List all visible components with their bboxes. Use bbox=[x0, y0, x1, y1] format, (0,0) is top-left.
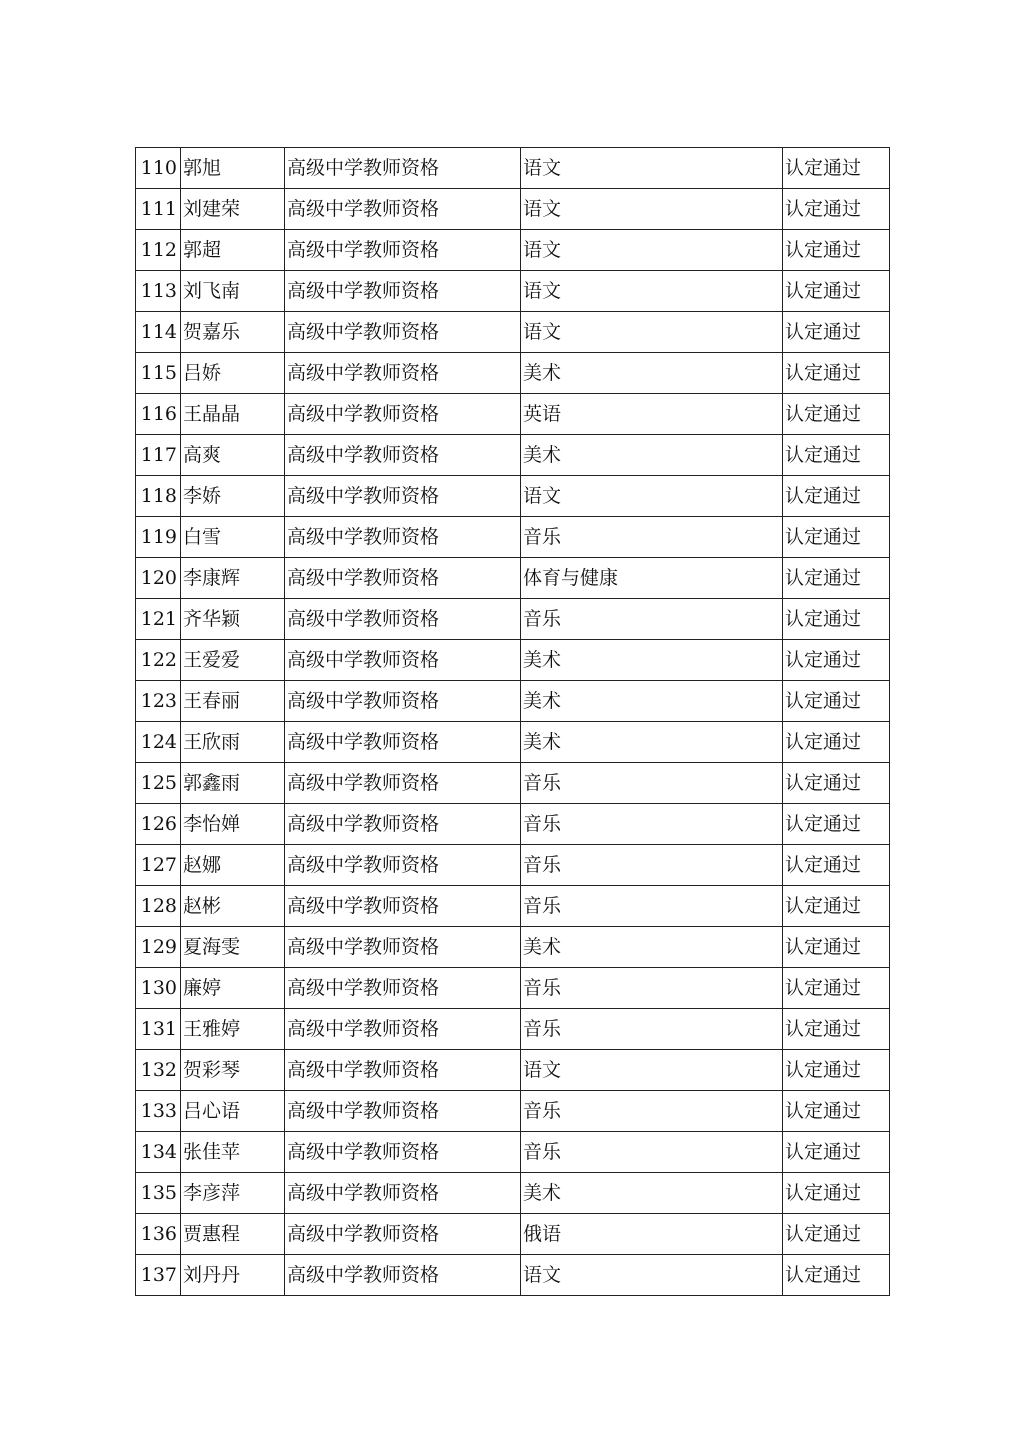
table-row bbox=[136, 804, 890, 845]
table-row bbox=[136, 722, 890, 763]
row-number-cell: 130 bbox=[136, 968, 181, 1009]
qualification-type-cell: 高级中学教师资格 bbox=[285, 353, 521, 394]
qualification-type-cell: 高级中学教师资格 bbox=[285, 517, 521, 558]
result-status-cell: 认定通过 bbox=[783, 640, 890, 681]
result-status-cell: 认定通过 bbox=[783, 394, 890, 435]
table-row bbox=[136, 312, 890, 353]
subject-cell: 美术 bbox=[521, 722, 783, 763]
result-status-cell: 认定通过 bbox=[783, 189, 890, 230]
result-status-cell: 认定通过 bbox=[783, 312, 890, 353]
table-row bbox=[136, 845, 890, 886]
table-row bbox=[136, 271, 890, 312]
person-name-cell: 刘丹丹 bbox=[181, 1255, 285, 1296]
table-row bbox=[136, 148, 890, 189]
table-row bbox=[136, 763, 890, 804]
subject-cell: 音乐 bbox=[521, 886, 783, 927]
row-number-cell: 127 bbox=[136, 845, 181, 886]
table-row bbox=[136, 1255, 890, 1296]
result-status-cell: 认定通过 bbox=[783, 1173, 890, 1214]
qualification-type-cell: 高级中学教师资格 bbox=[285, 804, 521, 845]
person-name-cell: 吕心语 bbox=[181, 1091, 285, 1132]
row-number-cell: 111 bbox=[136, 189, 181, 230]
result-status-cell: 认定通过 bbox=[783, 1091, 890, 1132]
row-number-cell: 114 bbox=[136, 312, 181, 353]
qualification-type-cell: 高级中学教师资格 bbox=[285, 722, 521, 763]
row-number-cell: 125 bbox=[136, 763, 181, 804]
result-status-cell: 认定通过 bbox=[783, 476, 890, 517]
result-status-cell: 认定通过 bbox=[783, 1132, 890, 1173]
result-status-cell: 认定通过 bbox=[783, 435, 890, 476]
result-status-cell: 认定通过 bbox=[783, 517, 890, 558]
row-number-cell: 134 bbox=[136, 1132, 181, 1173]
qualification-type-cell: 高级中学教师资格 bbox=[285, 189, 521, 230]
result-status-cell: 认定通过 bbox=[783, 148, 890, 189]
qualification-type-cell: 高级中学教师资格 bbox=[285, 558, 521, 599]
qualification-type-cell: 高级中学教师资格 bbox=[285, 435, 521, 476]
subject-cell: 语文 bbox=[521, 312, 783, 353]
row-number-cell: 131 bbox=[136, 1009, 181, 1050]
table-row bbox=[136, 1173, 890, 1214]
person-name-cell: 夏海雯 bbox=[181, 927, 285, 968]
table-row bbox=[136, 1214, 890, 1255]
table-row bbox=[136, 189, 890, 230]
person-name-cell: 郭超 bbox=[181, 230, 285, 271]
qualification-type-cell: 高级中学教师资格 bbox=[285, 845, 521, 886]
person-name-cell: 李彦萍 bbox=[181, 1173, 285, 1214]
table-row bbox=[136, 599, 890, 640]
qualification-type-cell: 高级中学教师资格 bbox=[285, 148, 521, 189]
table-body bbox=[136, 148, 890, 1296]
row-number-cell: 133 bbox=[136, 1091, 181, 1132]
row-number-cell: 117 bbox=[136, 435, 181, 476]
subject-cell: 音乐 bbox=[521, 1009, 783, 1050]
table-row bbox=[136, 230, 890, 271]
table-row bbox=[136, 681, 890, 722]
row-number-cell: 116 bbox=[136, 394, 181, 435]
row-number-cell: 136 bbox=[136, 1214, 181, 1255]
subject-cell: 音乐 bbox=[521, 845, 783, 886]
qualification-type-cell: 高级中学教师资格 bbox=[285, 763, 521, 804]
row-number-cell: 119 bbox=[136, 517, 181, 558]
subject-cell: 美术 bbox=[521, 640, 783, 681]
subject-cell: 音乐 bbox=[521, 599, 783, 640]
subject-cell: 语文 bbox=[521, 230, 783, 271]
result-status-cell: 认定通过 bbox=[783, 804, 890, 845]
result-status-cell: 认定通过 bbox=[783, 558, 890, 599]
qualification-type-cell: 高级中学教师资格 bbox=[285, 1173, 521, 1214]
table-row bbox=[136, 517, 890, 558]
row-number-cell: 112 bbox=[136, 230, 181, 271]
person-name-cell: 贾惠程 bbox=[181, 1214, 285, 1255]
person-name-cell: 贺嘉乐 bbox=[181, 312, 285, 353]
row-number-cell: 115 bbox=[136, 353, 181, 394]
result-status-cell: 认定通过 bbox=[783, 353, 890, 394]
result-status-cell: 认定通过 bbox=[783, 681, 890, 722]
subject-cell: 美术 bbox=[521, 435, 783, 476]
table-row bbox=[136, 886, 890, 927]
result-status-cell: 认定通过 bbox=[783, 886, 890, 927]
qualification-type-cell: 高级中学教师资格 bbox=[285, 968, 521, 1009]
subject-cell: 美术 bbox=[521, 681, 783, 722]
qualification-type-cell: 高级中学教师资格 bbox=[285, 681, 521, 722]
row-number-cell: 122 bbox=[136, 640, 181, 681]
person-name-cell: 廉婷 bbox=[181, 968, 285, 1009]
person-name-cell: 赵彬 bbox=[181, 886, 285, 927]
person-name-cell: 王晶晶 bbox=[181, 394, 285, 435]
qualification-type-cell: 高级中学教师资格 bbox=[285, 1214, 521, 1255]
subject-cell: 美术 bbox=[521, 1173, 783, 1214]
row-number-cell: 124 bbox=[136, 722, 181, 763]
row-number-cell: 120 bbox=[136, 558, 181, 599]
row-number-cell: 113 bbox=[136, 271, 181, 312]
result-status-cell: 认定通过 bbox=[783, 722, 890, 763]
qualification-type-cell: 高级中学教师资格 bbox=[285, 1132, 521, 1173]
qualification-type-cell: 高级中学教师资格 bbox=[285, 1091, 521, 1132]
subject-cell: 音乐 bbox=[521, 804, 783, 845]
table-row bbox=[136, 1091, 890, 1132]
table-row bbox=[136, 1009, 890, 1050]
result-status-cell: 认定通过 bbox=[783, 599, 890, 640]
person-name-cell: 张佳苹 bbox=[181, 1132, 285, 1173]
person-name-cell: 贺彩琴 bbox=[181, 1050, 285, 1091]
row-number-cell: 110 bbox=[136, 148, 181, 189]
result-status-cell: 认定通过 bbox=[783, 1009, 890, 1050]
row-number-cell: 132 bbox=[136, 1050, 181, 1091]
table-row bbox=[136, 1050, 890, 1091]
person-name-cell: 刘飞南 bbox=[181, 271, 285, 312]
qualification-type-cell: 高级中学教师资格 bbox=[285, 640, 521, 681]
person-name-cell: 齐华颖 bbox=[181, 599, 285, 640]
subject-cell: 语文 bbox=[521, 189, 783, 230]
subject-cell: 美术 bbox=[521, 353, 783, 394]
qualification-type-cell: 高级中学教师资格 bbox=[285, 1009, 521, 1050]
qualification-type-cell: 高级中学教师资格 bbox=[285, 271, 521, 312]
table-row bbox=[136, 968, 890, 1009]
table-row bbox=[136, 927, 890, 968]
row-number-cell: 123 bbox=[136, 681, 181, 722]
person-name-cell: 王雅婷 bbox=[181, 1009, 285, 1050]
subject-cell: 美术 bbox=[521, 927, 783, 968]
table-row bbox=[136, 1132, 890, 1173]
subject-cell: 音乐 bbox=[521, 968, 783, 1009]
subject-cell: 体育与健康 bbox=[521, 558, 783, 599]
result-status-cell: 认定通过 bbox=[783, 845, 890, 886]
table-row bbox=[136, 640, 890, 681]
table-row bbox=[136, 476, 890, 517]
qualification-type-cell: 高级中学教师资格 bbox=[285, 927, 521, 968]
table-row bbox=[136, 353, 890, 394]
person-name-cell: 李怡婵 bbox=[181, 804, 285, 845]
subject-cell: 音乐 bbox=[521, 1091, 783, 1132]
table-row bbox=[136, 394, 890, 435]
result-status-cell: 认定通过 bbox=[783, 968, 890, 1009]
person-name-cell: 王春丽 bbox=[181, 681, 285, 722]
result-status-cell: 认定通过 bbox=[783, 763, 890, 804]
subject-cell: 英语 bbox=[521, 394, 783, 435]
qualification-type-cell: 高级中学教师资格 bbox=[285, 230, 521, 271]
row-number-cell: 128 bbox=[136, 886, 181, 927]
subject-cell: 语文 bbox=[521, 271, 783, 312]
person-name-cell: 李康辉 bbox=[181, 558, 285, 599]
person-name-cell: 王爱爱 bbox=[181, 640, 285, 681]
result-status-cell: 认定通过 bbox=[783, 927, 890, 968]
result-status-cell: 认定通过 bbox=[783, 271, 890, 312]
person-name-cell: 郭鑫雨 bbox=[181, 763, 285, 804]
qualification-type-cell: 高级中学教师资格 bbox=[285, 886, 521, 927]
person-name-cell: 刘建荣 bbox=[181, 189, 285, 230]
qualification-type-cell: 高级中学教师资格 bbox=[285, 394, 521, 435]
person-name-cell: 王欣雨 bbox=[181, 722, 285, 763]
subject-cell: 音乐 bbox=[521, 517, 783, 558]
qualification-type-cell: 高级中学教师资格 bbox=[285, 1050, 521, 1091]
qualification-type-cell: 高级中学教师资格 bbox=[285, 599, 521, 640]
person-name-cell: 赵娜 bbox=[181, 845, 285, 886]
result-status-cell: 认定通过 bbox=[783, 1050, 890, 1091]
qualification-type-cell: 高级中学教师资格 bbox=[285, 312, 521, 353]
subject-cell: 音乐 bbox=[521, 763, 783, 804]
subject-cell: 语文 bbox=[521, 1255, 783, 1296]
subject-cell: 语文 bbox=[521, 148, 783, 189]
qualification-type-cell: 高级中学教师资格 bbox=[285, 1255, 521, 1296]
qualification-table bbox=[135, 147, 890, 1296]
subject-cell: 语文 bbox=[521, 1050, 783, 1091]
subject-cell: 俄语 bbox=[521, 1214, 783, 1255]
result-status-cell: 认定通过 bbox=[783, 1255, 890, 1296]
person-name-cell: 白雪 bbox=[181, 517, 285, 558]
person-name-cell: 李娇 bbox=[181, 476, 285, 517]
result-status-cell: 认定通过 bbox=[783, 1214, 890, 1255]
row-number-cell: 129 bbox=[136, 927, 181, 968]
row-number-cell: 121 bbox=[136, 599, 181, 640]
person-name-cell: 高爽 bbox=[181, 435, 285, 476]
subject-cell: 音乐 bbox=[521, 1132, 783, 1173]
qualification-type-cell: 高级中学教师资格 bbox=[285, 476, 521, 517]
row-number-cell: 118 bbox=[136, 476, 181, 517]
person-name-cell: 郭旭 bbox=[181, 148, 285, 189]
row-number-cell: 135 bbox=[136, 1173, 181, 1214]
table-row bbox=[136, 558, 890, 599]
row-number-cell: 126 bbox=[136, 804, 181, 845]
subject-cell: 语文 bbox=[521, 476, 783, 517]
person-name-cell: 吕娇 bbox=[181, 353, 285, 394]
table-row bbox=[136, 435, 890, 476]
result-status-cell: 认定通过 bbox=[783, 230, 890, 271]
row-number-cell: 137 bbox=[136, 1255, 181, 1296]
